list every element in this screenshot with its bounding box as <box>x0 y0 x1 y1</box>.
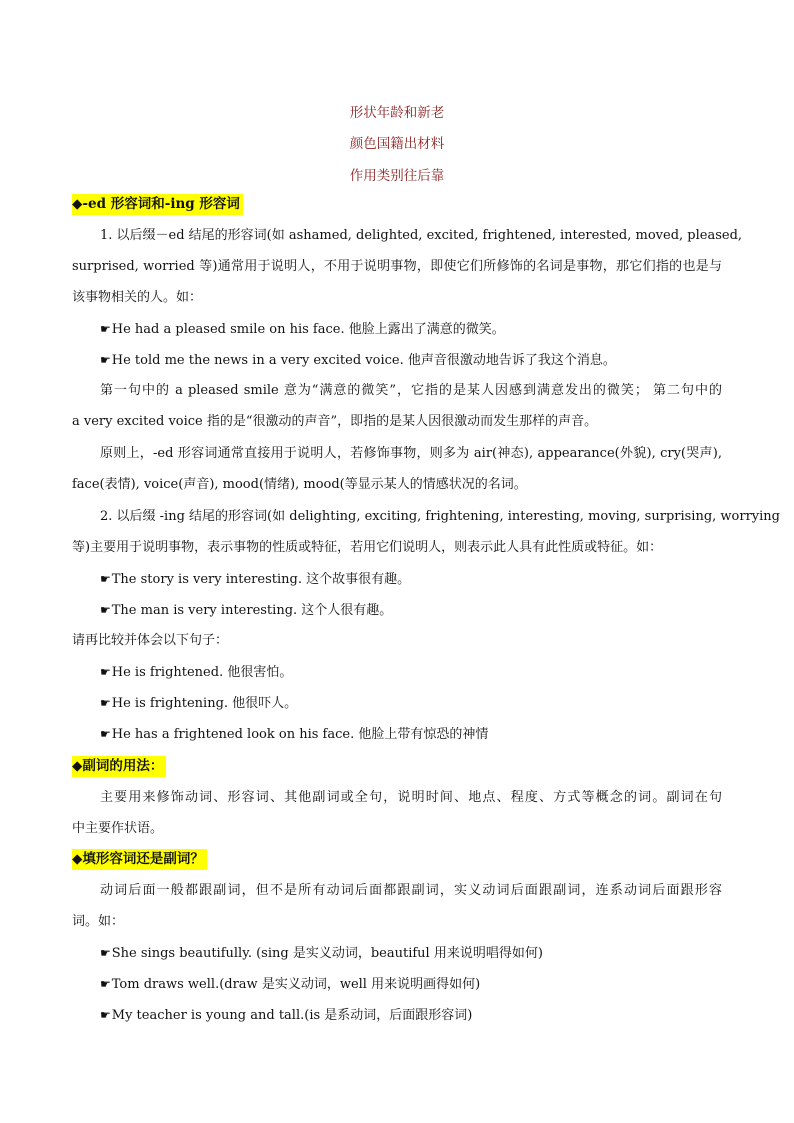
section-heading-adverb-usage: ◆副词的用法： <box>72 756 166 777</box>
hand-pointing-right-icon: ☛ <box>100 353 111 367</box>
example-sentence: ☛She sings beautifully. (sing 是实义动词，beautiful 用来说明唱得如何) <box>100 946 543 961</box>
paragraph-2-line-2: a very excited voice 指的是“很激动的声音”，即指的是某人因很激动而发生那样的声音。 <box>72 414 598 429</box>
hand-pointing-right-icon: ☛ <box>100 572 111 586</box>
paragraph-1-line-1: 1. 以后缀－ed 结尾的形容词(如 ashamed, delighted, excited, frightened, interested, moved, pleased, <box>100 228 743 243</box>
example-sentence: ☛He had a pleased smile on his face. 他脸上露出了满意的微笑。 <box>100 322 505 337</box>
paragraph-2-line-1: 第一句中的 a pleased smile 意为“满意的微笑”，它指的是某人因感到满意发出的微笑； 第二句中的 <box>100 383 722 398</box>
rhyme-line-2: 颜色国籍出材料 <box>349 136 445 152</box>
paragraph-4-line-1: 2. 以后缀 -ing 结尾的形容词(如 delighting, exciting, frightening, interesting, moving, surprising, worrying <box>100 509 781 524</box>
adj-adv-paragraph-line-2: 词。如： <box>72 914 125 929</box>
example-sentence: ☛He is frightened. 他很害怕。 <box>100 665 293 680</box>
section-heading-ed-ing: ◆-ed 形容词和-ing 形容词 <box>72 194 243 215</box>
rhyme-line-3: 作用类别往后靠 <box>349 168 445 184</box>
rhyme-line-1: 形状年龄和新老 <box>349 105 445 121</box>
paragraph-1-line-3: 该事物相关的人。如： <box>72 290 203 305</box>
hand-pointing-right-icon: ☛ <box>100 603 111 617</box>
example-sentence: ☛He has a frightened look on his face. 他脸上带有惊恐的神情 <box>100 727 489 742</box>
adj-adv-paragraph-line-1: 动词后面一般都跟副词，但不是所有动词后面都跟副词，实义动词后面跟副词，连系动词后面跟形容 <box>100 883 722 898</box>
hand-pointing-right-icon: ☛ <box>100 322 111 336</box>
paragraph-3-line-1: 原则上，-ed 形容词通常直接用于说明人，若修饰事物，则多为 air(神态), appearance(外貌), cry(哭声), <box>100 446 722 461</box>
hand-pointing-right-icon: ☛ <box>100 665 111 679</box>
compare-prompt: 请再比较并体会以下句子： <box>72 633 229 648</box>
example-sentence: ☛The story is very interesting. 这个故事很有趣。 <box>100 572 411 587</box>
hand-pointing-right-icon: ☛ <box>100 696 111 710</box>
paragraph-4-line-2: 等)主要用于说明事物，表示事物的性质或特征，若用它们说明人，则表示此人具有此性质或特征。如： <box>72 540 663 555</box>
example-sentence: ☛Tom draws well.(draw 是实义动词，well 用来说明画得如何) <box>100 977 481 992</box>
hand-pointing-right-icon: ☛ <box>100 977 111 991</box>
hand-pointing-right-icon: ☛ <box>100 1008 111 1022</box>
example-sentence: ☛He is frightening. 他很吓人。 <box>100 696 298 711</box>
section-heading-adj-or-adv: ◆填形容词还是副词？ <box>72 849 207 870</box>
adverb-paragraph-line-2: 中主要作状语。 <box>72 821 164 836</box>
paragraph-1-line-2: surprised, worried 等)通常用于说明人，不用于说明事物，即使它们所修饰的名词是事物，那它们指的也是与 <box>72 259 722 274</box>
example-sentence: ☛He told me the news in a very excited voice. 他声音很激动地告诉了我这个消息。 <box>100 353 616 368</box>
hand-pointing-right-icon: ☛ <box>100 946 111 960</box>
paragraph-3-line-2: face(表情), voice(声音), mood(情绪), mood(等显示某人的情感状况的名词。 <box>72 477 527 492</box>
adverb-paragraph-line-1: 主要用来修饰动词、形容词、其他副词或全句，说明时间、地点、程度、方式等概念的词。副词在句 <box>100 790 722 805</box>
hand-pointing-right-icon: ☛ <box>100 727 111 741</box>
example-sentence: ☛The man is very interesting. 这个人很有趣。 <box>100 603 393 618</box>
example-sentence: ☛My teacher is young and tall.(is 是系动词，后面跟形容词) <box>100 1008 473 1023</box>
